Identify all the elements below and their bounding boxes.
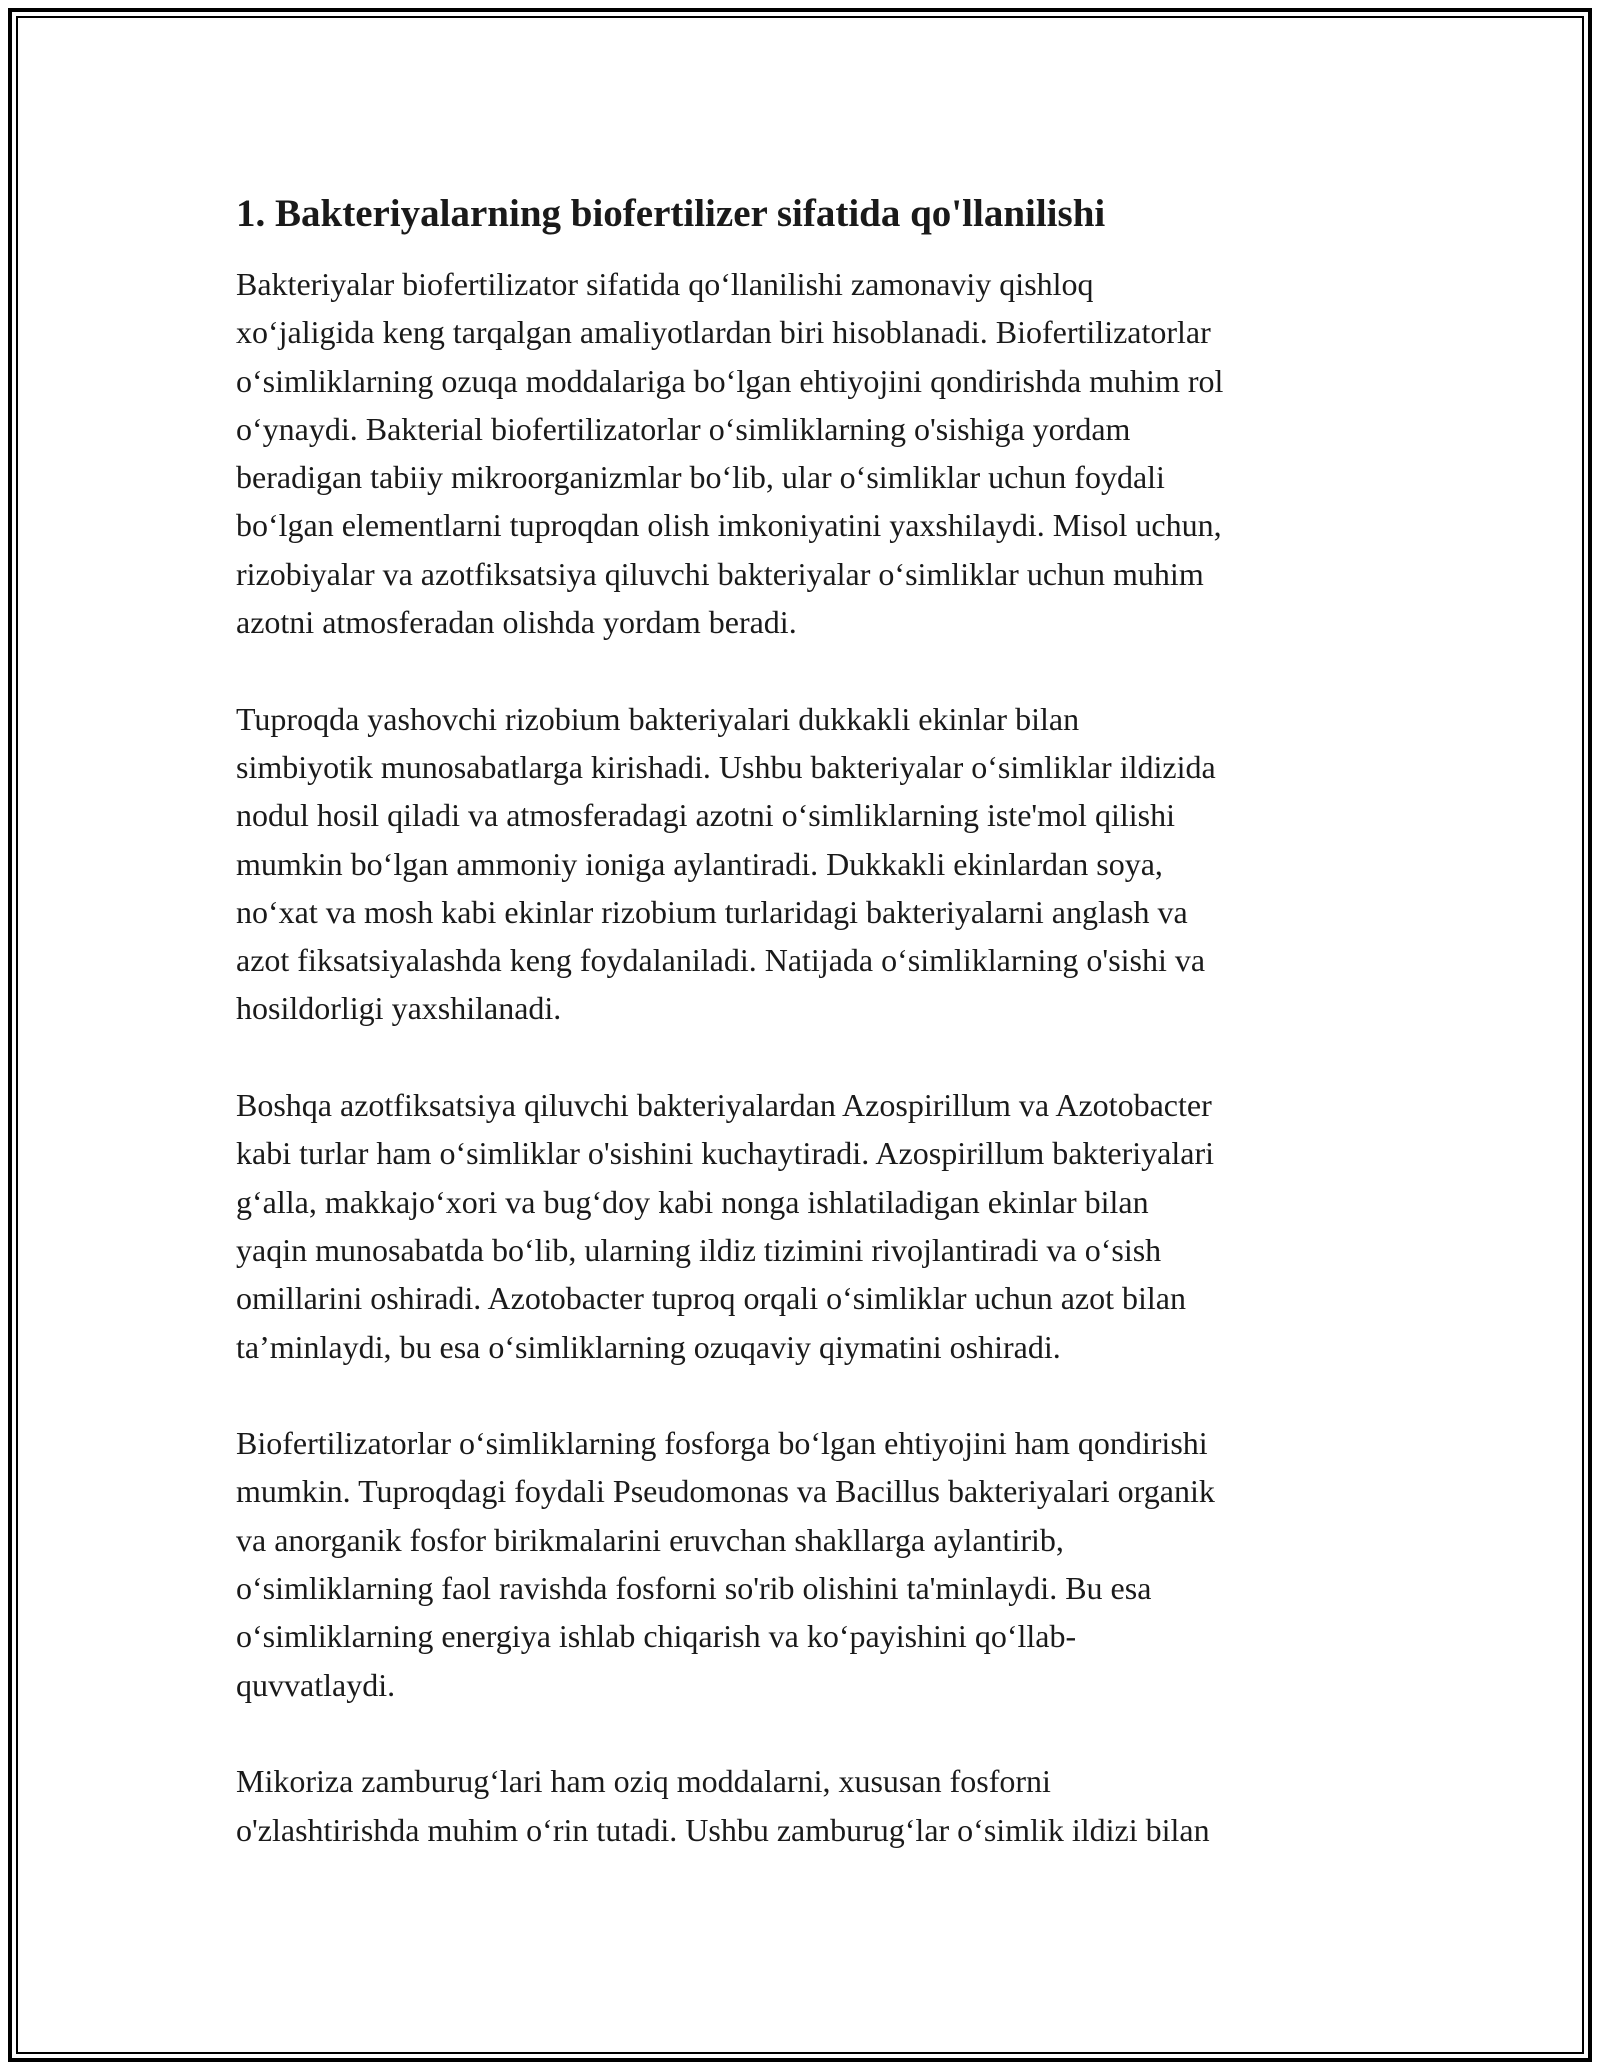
text-line: va anorganik fosfor birikmalarini eruvchan shakllarga aylantirib,	[236, 1521, 1064, 1558]
text-line: o'zlashtirishda muhim o‘rin tutadi. Ushbu zamburug‘lar o‘simlik ildizi bilan	[236, 1811, 1210, 1848]
text-line: mumkin bo‘lgan ammoniy ioniga aylantiradi. Dukkakli ekinlardan soya,	[236, 845, 1163, 882]
text-line: no‘xat va mosh kabi ekinlar rizobium turlaridagi bakteriyalarni anglash va	[236, 893, 1188, 930]
text-line: xo‘jaligida keng tarqalgan amaliyotlardan biri hisoblanadi. Biofertilizatorlar	[236, 314, 1211, 351]
text-line: azot fiksatsiyalashda keng foydalaniladi. Natijada o‘simliklarning o'sishi va	[236, 942, 1206, 979]
text-line: rizobiyalar va azotfiksatsiya qiluvchi bakteriyalar o‘simliklar uchun muhim	[236, 555, 1204, 592]
paragraph-5	[236, 1757, 1371, 1854]
text-line: azotni atmosferadan olishda yordam beradi.	[236, 604, 797, 641]
text-line: ta’minlaydi, bu esa o‘simliklarning ozuqaviy qiymatini oshiradi.	[236, 1328, 1061, 1365]
text-line: nodul hosil qiladi va atmosferadagi azotni o‘simliklarning iste'mol qilishi	[236, 797, 1175, 834]
text-line: Bakteriyalar biofertilizator sifatida qo‘llanilishi zamonaviy qishloq	[236, 266, 1094, 302]
text-line: o‘ynaydi. Bakterial biofertilizatorlar o‘simliklarning o'sishiga yordam	[236, 410, 1131, 447]
section-heading: 1. Bakteriyalarning biofertilizer sifatida qo'llanilishi	[236, 192, 1106, 235]
paragraph-1	[236, 260, 1371, 646]
paragraph-2	[236, 695, 1371, 1033]
text-line: o‘simliklarning faol ravishda fosforni so'rib olishini ta'minlaydi. Bu esa	[236, 1570, 1152, 1607]
text-line: kabi turlar ham o‘simliklar o'sishini kuchaytiradi. Azospirillum bakteriyalari	[236, 1135, 1214, 1172]
paragraph-3	[236, 1081, 1371, 1371]
text-line: mumkin. Tuproqdagi foydali Pseudomonas va Bacillus bakteriyalari organik	[236, 1473, 1215, 1510]
text-line: yaqin munosabatda bo‘lib, ularning ildiz tizimini rivojlantiradi va o‘sish	[236, 1231, 1162, 1268]
text-line: hosildorligi yaxshilanadi.	[236, 990, 562, 1027]
text-line: quvvatlaydi.	[236, 1666, 396, 1703]
text-line: Biofertilizatorlar o‘simliklarning fosforga bo‘lgan ehtiyojini ham qondirishi	[236, 1425, 1208, 1462]
text-line: o‘simliklarning ozuqa moddalariga bo‘lgan ehtiyojini qondirishda muhim rol	[236, 362, 1224, 399]
text-line: Tuproqda yashovchi rizobium bakteriyalari dukkakli ekinlar bilan	[236, 700, 1080, 737]
text-line: Mikoriza zamburug‘lari ham oziq moddalarni, xususan fosforni	[236, 1763, 1051, 1800]
text-line: o‘simliklarning energiya ishlab chiqarish va ko‘payishini qo‘llab-	[236, 1618, 1077, 1655]
text-line: beradigan tabiiy mikroorganizmlar bo‘lib, ular o‘simliklar uchun foydali	[236, 459, 1165, 496]
text-line: g‘alla, makkajo‘xori va bug‘doy kabi nonga ishlatiladigan ekinlar bilan	[236, 1183, 1149, 1220]
document-body	[236, 188, 1371, 1902]
text-line: omillarini oshiradi. Azotobacter tuproq orqali o‘simliklar uchun azot bilan	[236, 1280, 1186, 1317]
text-line: simbiyotik munosabatlarga kirishadi. Ushbu bakteriyalar o‘simliklar ildizida	[236, 748, 1216, 785]
paragraph-4	[236, 1419, 1371, 1709]
text-line: Boshqa azotfiksatsiya qiluvchi bakteriyalardan Azospirillum va Azotobacter	[236, 1087, 1212, 1124]
text-line: bo‘lgan elementlarni tuproqdan olish imkoniyatini yaxshilaydi. Misol uchun,	[236, 507, 1222, 544]
